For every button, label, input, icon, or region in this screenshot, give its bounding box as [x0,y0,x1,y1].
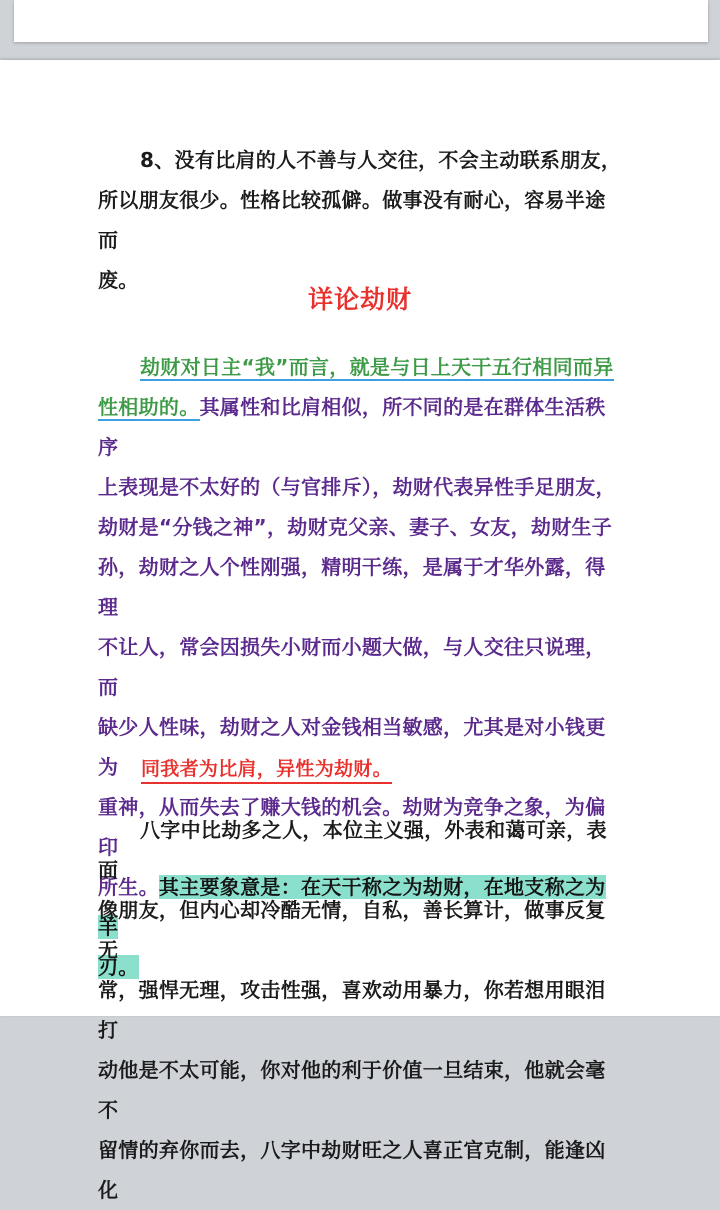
bazi-line1: 八字中比劫多之人，本位主义强，外表和蔼可亲，表面 [98,818,607,882]
jiecai-body7: 重神，从而失去了赚大钱的机会。劫财为竞争之象，为偏印 [98,795,606,859]
jiecai-body3: 劫财是“分钱之神”，劫财克父亲、妻子、女友，劫财生子 [98,515,613,539]
bazi-paragraph [98,810,622,1210]
paragraph-8 [98,140,622,300]
jiecai-body4: 孙，劫财之人个性刚强，精明干练，是属于才华外露，得理 [98,555,606,619]
para8-line1: 8、没有比肩的人不善与人交往，不会主动联系朋友， [140,148,622,172]
jiecai-body6: 缺少人性味，劫财之人对金钱相当敏感，尤其是对小钱更为 [98,715,606,779]
red-underlined-line: 同我者为比肩，异性为劫财。 [141,754,392,784]
previous-page-edge [14,0,708,42]
jiecai-body1: 其属性和比肩相似，所不同的是在群体生活秩序 [98,395,606,459]
jiecai-body5: 不让人，常会因损失小财而小题大做，与人交往只说理，而 [98,635,606,699]
para8-line3: 废。 [98,268,139,292]
bazi-line5: 留情的弃你而去，八字中劫财旺之人喜正官克制，能逢凶化 [98,1138,606,1202]
highlight-line2: 刃。 [98,955,139,979]
bazi-line4: 动他是不太可能，你对他的利于价值一旦结束，他就会毫不 [98,1058,606,1122]
section-title: 详论劫财 [307,285,412,314]
para8-line2: 所以朋友很少。性格比较孤僻。做事没有耐心，容易半途而 [98,188,606,252]
jiecai-body2: 上表现是不太好的（与官排斥），劫财代表异性手足朋友， [98,475,616,499]
jiecai-lead-b: 性相助的。 [98,395,200,419]
bazi-line3: 常，强悍无理，攻击性强，喜欢动用暴力，你若想用眼泪打 [98,978,606,1042]
highlight-line1: 其主要象意是：在天干称之为劫财，在地支称之为羊 [98,875,606,939]
document-page [0,60,720,1202]
jiecai-body8: 所生。 [98,875,159,899]
bazi-line2: 像朋友，但内心却冷酷无情，自私，善长算计，做事反复无 [98,898,606,962]
jiecai-lead-a: 劫财对日主“我”而言，就是与日上天干五行相同而异 [140,355,614,379]
